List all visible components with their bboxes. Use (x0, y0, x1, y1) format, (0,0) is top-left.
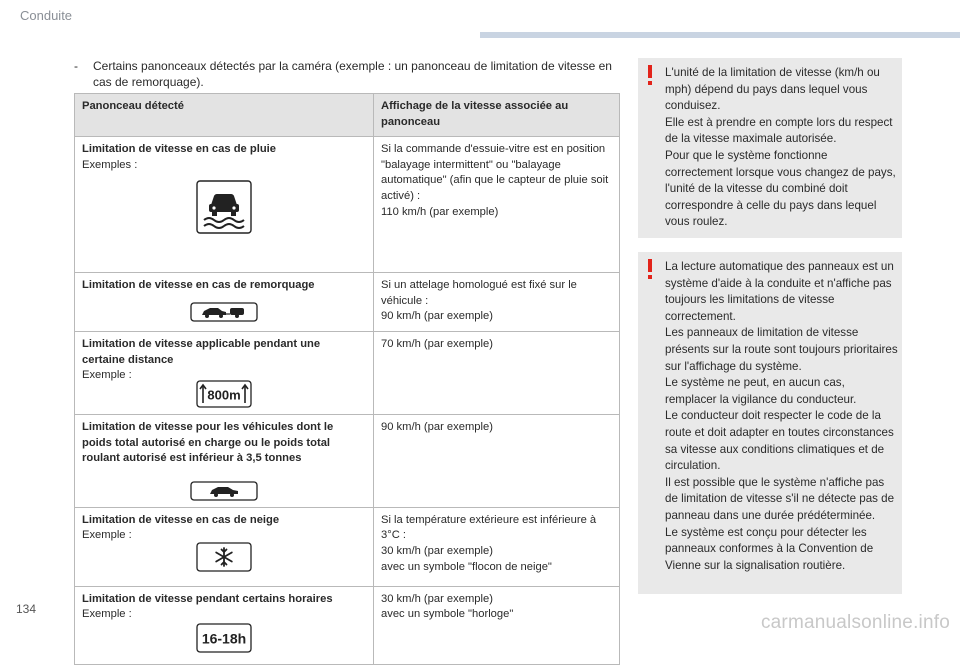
time-range-sign-icon (196, 623, 252, 653)
panel-cell (75, 586, 374, 664)
display-text: 30 km/h (par exemple) avec un symbole "horloge" (381, 592, 514, 621)
display-text: Si la température extérieure est inférieure à 3°C : 30 km/h (par exemple) avec un symbole "flocon de neige" (381, 513, 597, 573)
panel-example-label: Exemple : (82, 608, 132, 621)
panel-title: Limitation de vitesse en cas de pluie (82, 143, 276, 156)
table-row (75, 273, 620, 332)
intro-text: Certains panonceaux détectés par la caméra (exemple : un panonceau de limitation de vitesse en cas de remorquage). (93, 59, 612, 89)
display-cell (374, 586, 620, 664)
panel-title: Limitation de vitesse en cas de remorquage (82, 279, 315, 292)
panel-example-label: Exemple : (82, 529, 132, 542)
panel-cell (75, 137, 374, 273)
bullet-dash: - (74, 59, 78, 73)
car-sign-icon (190, 481, 258, 501)
car-with-trailer-sign-icon (190, 302, 258, 322)
distance-sign-text: 800m (207, 387, 241, 403)
table-row (75, 414, 620, 507)
warning-note-speed-unit (638, 58, 902, 238)
display-text: Si la commande d'essuie-vitre est en position "balayage intermittent" ou "balayage automatique" (afin que le capteur de pluie soit activé) : 110 km/h (par exemple) (381, 143, 609, 218)
rain-road-car-sign-icon (196, 180, 252, 234)
column-header-detected-panel: Panonceau détecté (75, 94, 374, 137)
snowflake-sign-icon (196, 542, 252, 572)
header-title: Conduite (20, 8, 73, 23)
display-cell (374, 137, 620, 273)
warning-exclamation-icon (645, 259, 655, 279)
display-cell (374, 332, 620, 415)
display-text: Si un attelage homologué est fixé sur le véhicule : 90 km/h (par exemple) (381, 279, 577, 323)
watermark: carmanualsonline.info (760, 612, 950, 633)
table-row (75, 137, 620, 273)
display-cell (374, 273, 620, 332)
panel-cell (75, 507, 374, 586)
note-text: La lecture automatique des panneaux est un système d'aide à la conduite et n'affiche pas toujours les limitations de vitesse correctement. Les panneaux de limitation de vitesse présents sur la route sont toujours prioritaires sur l'affichage du système. Le système ne peut, en aucun cas, remplacer la vigilance du conducteur. Le conducteur doit respecter le code de la route et doit adapter en toutes circonstances sa vitesse aux conditions climatiques et de circulation. Il est possible que le système n'affiche pas de limitation de vitesse s'il ne détecte pas de panneau dans une durée prédéterminée. Le système est conçu pour détecter les panneaux conformes à la Convention de Vienne sur la signalisation routière. (665, 260, 898, 572)
panel-title: Limitation de vitesse applicable pendant une certaine distance (82, 338, 321, 366)
display-cell (374, 414, 620, 507)
header-accent-bar (480, 32, 960, 38)
panel-example-label: Exemple : (82, 369, 132, 382)
panel-cell (75, 414, 374, 507)
column-header-speed-display: Affichage de la vitesse associée au panonceau (374, 94, 620, 137)
warning-note-system-limits (638, 252, 902, 594)
display-text: 90 km/h (par exemple) (381, 420, 493, 433)
panel-example-label: Exemples : (82, 158, 138, 171)
display-cell (374, 507, 620, 586)
table-row (75, 507, 620, 586)
table-row (75, 332, 620, 415)
panel-cell (75, 332, 374, 415)
panels-table (74, 93, 620, 665)
table-header-row (75, 94, 620, 137)
warning-exclamation-icon (645, 65, 655, 85)
intro-bullet (74, 58, 622, 90)
panel-cell (75, 273, 374, 332)
panel-title: Limitation de vitesse pour les véhicules dont le poids total autorisé en charge ou le poids total roulant autorisé est inférieur à 3,5 tonnes (82, 420, 334, 465)
panel-title: Limitation de vitesse pendant certains horaires (82, 592, 333, 605)
table-row (75, 586, 620, 664)
page-number: 134 (16, 602, 37, 616)
display-text: 70 km/h (par exemple) (381, 338, 493, 351)
panel-title: Limitation de vitesse en cas de neige (82, 513, 280, 526)
time-range-sign-text: 16-18h (201, 630, 247, 647)
note-text: L'unité de la limitation de vitesse (km/h ou mph) dépend du pays dans lequel vous conduisez. Elle est à prendre en compte lors du respect de la vitesse maximale autorisée. Pour que le système fonctionne correctement lorsque vous changez de pays, l'unité de la vitesse du combiné doit correspondre à celle du pays dans lequel vous roulez. (665, 66, 896, 229)
distance-sign-icon (196, 380, 252, 408)
